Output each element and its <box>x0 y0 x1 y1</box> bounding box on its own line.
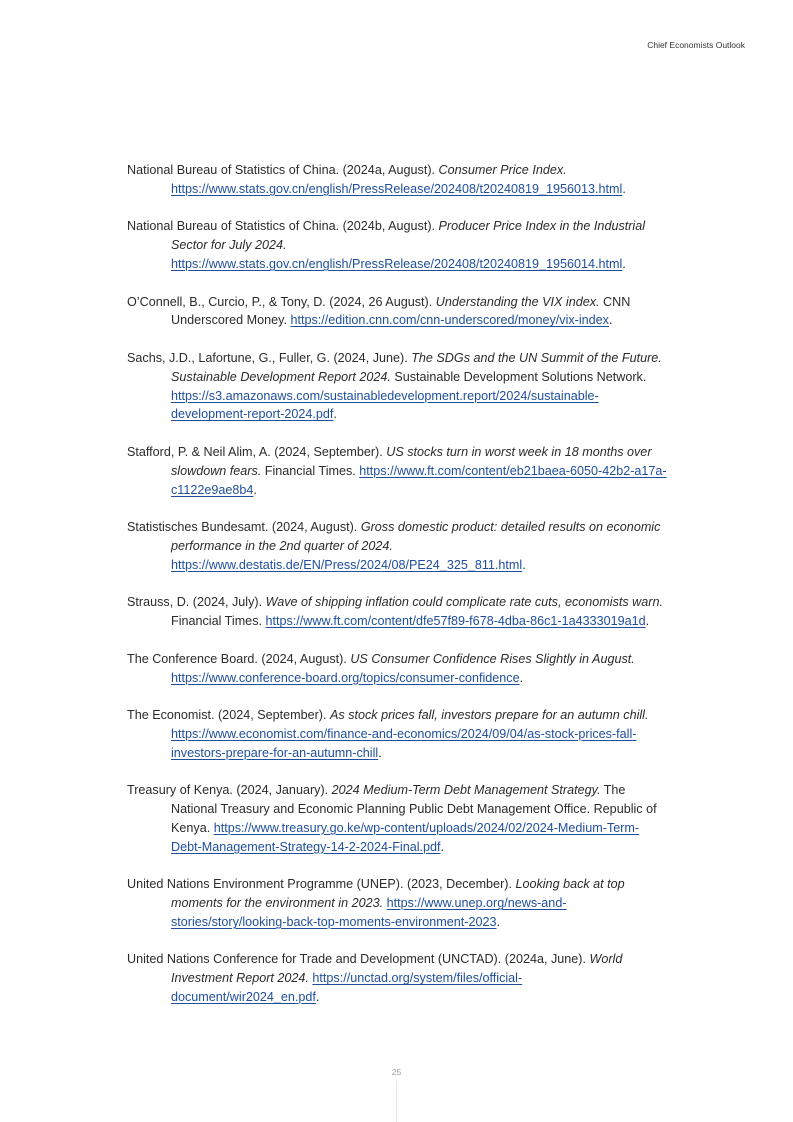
reference-authors: Treasury of Kenya. (2024, January). <box>127 783 332 798</box>
reference-link[interactable]: https://www.unep.org/news-and-stories/story/looking-back-top-moments-environment-2023 <box>171 896 567 929</box>
reference-entry: Stafford, P. & Neil Alim, A. (2024, September). US stocks turn in worst week in 18 months over slowdown fears. Financial Times. https://www.ft.com/content/eb21baea-6050-42b2-a17a-c1122e9ae8b4. <box>127 444 667 497</box>
reference-title: Gross domestic product: detailed results on economic performance in the 2nd quarter of 2024. <box>171 520 661 553</box>
reference-authors: The Economist. (2024, September). <box>127 708 330 723</box>
reference-link[interactable]: https://www.stats.gov.cn/english/PressRelease/202408/t20240819_1956013.html <box>171 181 623 196</box>
reference-list <box>127 161 667 1026</box>
reference-link[interactable]: https://s3.amazonaws.com/sustainabledevelopment.report/2024/sustainable-development-report-2024.pdf <box>171 388 599 422</box>
reference-source: Financial Times. <box>261 463 360 478</box>
page-number: 25 <box>391 1067 402 1077</box>
reference-source: CNN Underscored Money. <box>171 294 631 328</box>
reference-entry: Treasury of Kenya. (2024, January). 2024 Medium-Term Debt Management Strategy. The National Treasury and Economic Planning Public Debt Management Office. Republic of Kenya. https://www.treasury.go.ke/wp-content/uploads/2024/02/2024-Medium-Term-Debt-Management-Strategy-14-2-2024-Final.pdf. <box>127 783 657 854</box>
reference-source: The National Treasury and Economic Planning Public Debt Management Office. Republic of Kenya. <box>171 783 657 835</box>
reference-link[interactable]: https://edition.cnn.com/cnn-underscored/money/vix-index <box>290 313 609 328</box>
reference-source: Sustainable Development Solutions Network. <box>390 369 647 384</box>
reference-entry: The Economist. (2024, September). As stock prices fall, investors prepare for an autumn chill. https://www.economist.com/finance-and-economics/2024/09/04/as-stock-prices-fall-investors-prepare-for-an-autumn-chill. <box>127 708 649 760</box>
reference-title: As stock prices fall, investors prepare for an autumn chill. <box>330 708 649 723</box>
reference-entry: National Bureau of Statistics of China. (2024b, August). Producer Price Index in the Industrial Sector for July 2024. https://www.stats.gov.cn/english/PressRelease/202408/t20240819_1956014.html. <box>127 219 646 271</box>
reference-authors: The Conference Board. (2024, August). <box>127 651 351 666</box>
reference-entry: Statistisches Bundesamt. (2024, August). Gross domestic product: detailed results on economic performance in the 2nd quarter of 2024. https://www.destatis.de/EN/Press/2024/08/PE24_325_811.html. <box>127 520 661 572</box>
reference-source: Financial Times. <box>171 614 266 629</box>
reference-title: Looking back at top moments for the environment in 2023. <box>171 877 625 911</box>
reference-link[interactable]: https://www.stats.gov.cn/english/PressRelease/202408/t20240819_1956014.html <box>171 256 623 271</box>
reference-title: 2024 Medium-Term Debt Management Strategy. <box>331 783 601 798</box>
reference-title: US Consumer Confidence Rises Slightly in August. <box>350 651 635 666</box>
reference-link[interactable]: https://www.treasury.go.ke/wp-content/uploads/2024/02/2024-Medium-Term-Debt-Management-Strategy-14-2-2024-Final.pdf <box>171 820 640 854</box>
reference-authors: National Bureau of Statistics of China. (2024b, August). <box>127 219 439 234</box>
reference-authors: Statistisches Bundesamt. (2024, August). <box>127 520 361 535</box>
reference-entry: The Conference Board. (2024, August). US Consumer Confidence Rises Slightly in August. https://www.conference-board.org/topics/consumer-confidence. <box>127 651 635 685</box>
reference-authors: United Nations Environment Programme (UNEP). (2023, December). <box>127 877 516 892</box>
reference-entry: Strauss, D. (2024, July). Wave of shipping inflation could complicate rate cuts, economists warn. Financial Times. https://www.ft.com/content/dfe57f89-f678-4dba-86c1-1a4333019a1d. <box>127 595 663 629</box>
reference-title: Wave of shipping inflation could complicate rate cuts, economists warn. <box>265 595 663 610</box>
reference-link[interactable]: https://www.economist.com/finance-and-economics/2024/09/04/as-stock-prices-fall-investors-prepare-for-an-autumn-chill <box>171 726 637 760</box>
reference-title: US stocks turn in worst week in 18 months over slowdown fears. <box>171 444 652 478</box>
reference-link[interactable]: https://www.destatis.de/EN/Press/2024/08/PE24_325_811.html <box>171 557 523 572</box>
reference-title: Consumer Price Index. <box>438 163 567 177</box>
reference-authors: Stafford, P. & Neil Alim, A. (2024, September). <box>127 444 387 459</box>
reference-entry: O’Connell, B., Curcio, P., & Tony, D. (2024, 26 August). Understanding the VIX index. CNN Underscored Money. https://edition.cnn.com/cnn-underscored/money/vix-index. <box>127 294 631 328</box>
reference-entry: United Nations Environment Programme (UNEP). (2023, December). Looking back at top moments for the environment in 2023. https://www.unep.org/news-and-stories/story/looking-back-top-moments-environment-2023. <box>127 877 625 929</box>
footer-divider <box>396 1081 397 1122</box>
reference-link[interactable]: https://www.ft.com/content/dfe57f89-f678-4dba-86c1-1a4333019a1d <box>265 614 646 629</box>
reference-authors: United Nations Conference for Trade and Development (UNCTAD). (2024a, June). <box>127 952 590 967</box>
reference-authors: National Bureau of Statistics of China. (2024a, August). <box>127 163 439 177</box>
reference-title: Producer Price Index in the Industrial Sector for July 2024. <box>171 219 646 253</box>
reference-title: Understanding the VIX index. <box>435 294 600 309</box>
reference-title: World Investment Report 2024. <box>171 952 623 986</box>
reference-title: The SDGs and the UN Summit of the Future. Sustainable Development Report 2024. <box>171 350 662 384</box>
reference-link[interactable]: https://www.conference-board.org/topics/consumer-confidence <box>171 670 520 685</box>
reference-link[interactable]: https://unctad.org/system/files/official-document/wir2024_en.pdf <box>171 971 523 1005</box>
running-header: Chief Economists Outlook <box>647 40 745 50</box>
reference-authors: Strauss, D. (2024, July). <box>127 595 266 610</box>
reference-entry: Sachs, J.D., Lafortune, G., Fuller, G. (2024, June). The SDGs and the UN Summit of the Future. Sustainable Development Report 2024. Sustainable Development Solutions Network. https://s3.amazonaws.com/sustainabledevelopment.report/2024/sustainable-development-report-2024.pdf. <box>127 350 662 422</box>
reference-entry: National Bureau of Statistics of China. (2024a, August). Consumer Price Index. https://www.stats.gov.cn/english/PressRelease/202408/t20240819_1956013.html. <box>127 163 626 196</box>
reference-entry: United Nations Conference for Trade and Development (UNCTAD). (2024a, June). World Investment Report 2024. https://unctad.org/system/files/official-document/wir2024_en.pdf. <box>127 952 623 1005</box>
reference-authors: Sachs, J.D., Lafortune, G., Fuller, G. (2024, June). <box>127 350 412 365</box>
reference-authors: O’Connell, B., Curcio, P., & Tony, D. (2024, 26 August). <box>127 294 436 309</box>
reference-link[interactable]: https://www.ft.com/content/eb21baea-6050-42b2-a17a-c1122e9ae8b4 <box>171 463 667 497</box>
